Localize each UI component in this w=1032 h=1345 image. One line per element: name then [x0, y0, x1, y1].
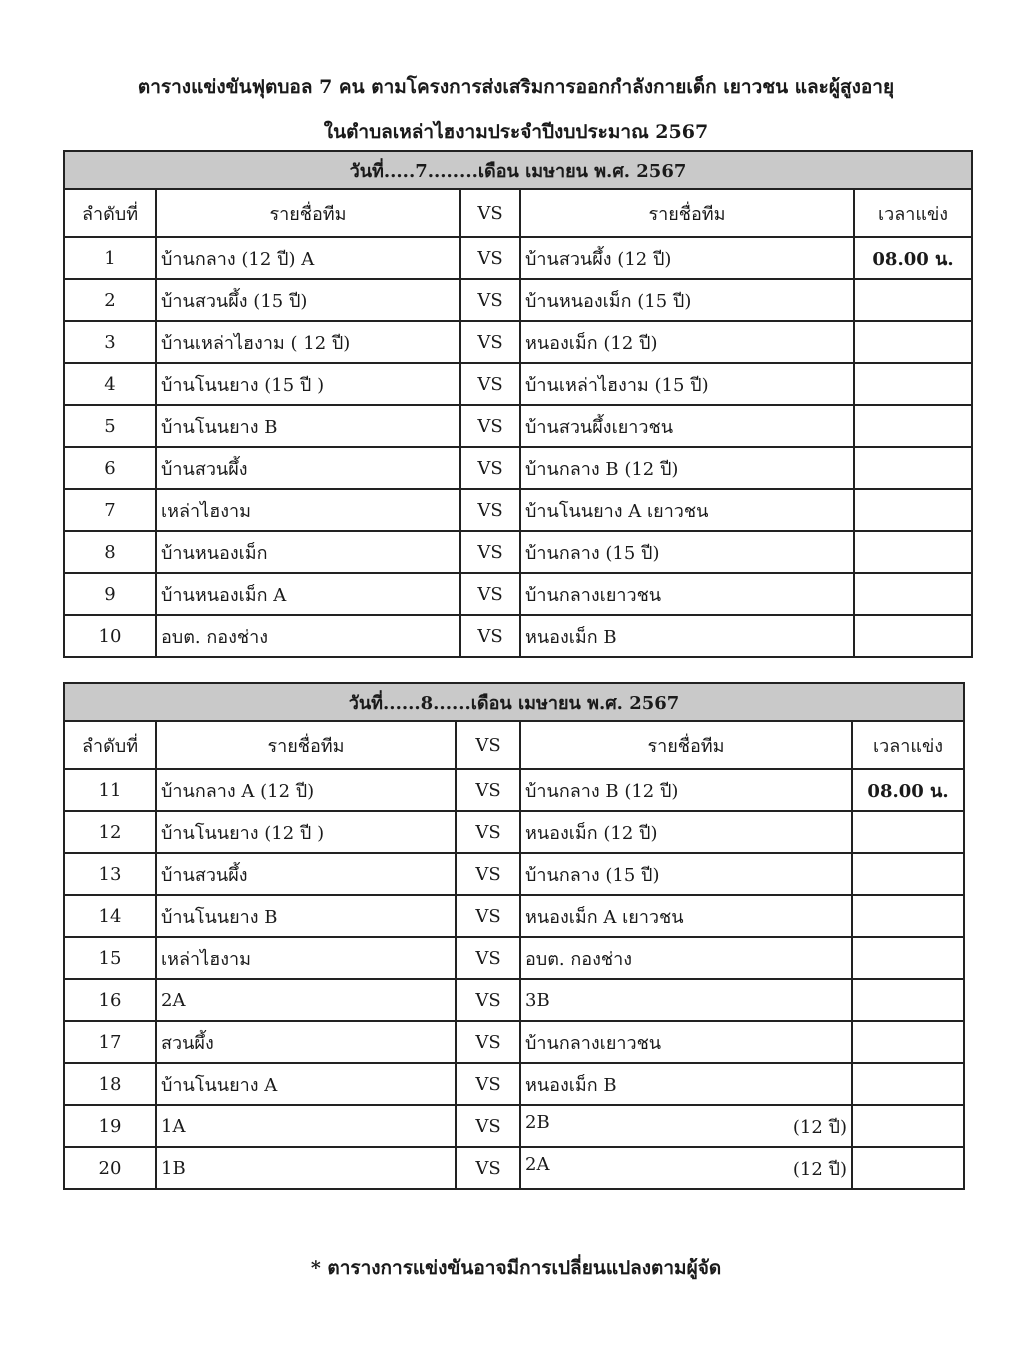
match-row: [64, 769, 964, 811]
match-row: [64, 405, 972, 447]
team-b-label: หนองเม็ก (12 ปี): [525, 332, 658, 354]
match-row: [64, 979, 964, 1021]
match-row: [64, 853, 964, 895]
footer-note: * ตารางการแข่งขันอาจมีการเปลี่ยนแปลงตามผู้จัด: [310, 1257, 722, 1279]
team-b-name: [520, 937, 852, 979]
column-header-time: เวลาแข่ง: [852, 721, 964, 769]
team-b-name: [520, 573, 854, 615]
match-row: [64, 1063, 964, 1105]
match-row: [64, 237, 972, 279]
team-a-name: บ้านหนองเม็ก: [156, 531, 460, 573]
vs-label: VS: [456, 979, 520, 1021]
team-b-name: [520, 979, 852, 1021]
vs-label: VS: [456, 937, 520, 979]
match-number: 4: [64, 363, 156, 405]
match-time: 08.00 น.: [852, 769, 964, 811]
team-b-name: [520, 1021, 852, 1063]
vs-label: VS: [460, 363, 520, 405]
day2-schedule-table: [63, 682, 965, 1190]
day-header-row: [64, 683, 964, 721]
match-row: [64, 279, 972, 321]
match-number: 12: [64, 811, 156, 853]
team-a-name: บ้านกลาง (12 ปี) A: [156, 237, 460, 279]
team-b-label: บ้านกลาง B (12 ปี): [525, 780, 679, 802]
match-time: [852, 811, 964, 853]
day2-table-body: [64, 683, 964, 1189]
team-b-name: [520, 769, 852, 811]
team-b-name: [520, 531, 854, 573]
match-row: [64, 447, 972, 489]
match-time: [852, 1105, 964, 1147]
match-time: [852, 1063, 964, 1105]
vs-label: VS: [460, 531, 520, 573]
team-b-age-note: (12 ปี): [792, 1158, 847, 1180]
team-b-name: [520, 489, 854, 531]
team-a-name: เหล่าไฮงาม: [156, 489, 460, 531]
column-header-time: เวลาแข่ง: [854, 189, 972, 237]
document-subtitle: ในตำบลเหล่าไฮงามประจำปีงบประมาณ 2567: [323, 121, 709, 143]
match-number: 13: [64, 853, 156, 895]
team-b-label: หนองเม็ก A เยาวชน: [525, 906, 684, 928]
team-b-label: บ้านกลางเยาวชน: [525, 1032, 662, 1054]
team-b-label: หนองเม็ก B: [525, 626, 617, 648]
team-b-name: [520, 895, 852, 937]
match-time: [852, 937, 964, 979]
vs-label: VS: [456, 1147, 520, 1189]
match-number: 11: [64, 769, 156, 811]
match-number: 16: [64, 979, 156, 1021]
match-number: 5: [64, 405, 156, 447]
vs-label: VS: [456, 1021, 520, 1063]
vs-label: VS: [456, 769, 520, 811]
team-a-name: บ้านสวนผึ้ง (15 ปี): [156, 279, 460, 321]
document-title: ตารางแข่งขันฟุตบอล 7 คน ตามโครงการส่งเสริมการออกกำลังกายเด็ก เยาวชน และผู้สูงอายุ: [137, 76, 895, 98]
team-b-label: บ้านสวนผึ้งเยาวชน: [525, 416, 674, 438]
team-a-name: สวนผึ้ง: [156, 1021, 456, 1063]
match-time: [852, 1147, 964, 1189]
match-number: 19: [64, 1105, 156, 1147]
team-b-name: [520, 1147, 852, 1189]
team-a-name: อบต. กองช่าง: [156, 615, 460, 657]
match-number: 7: [64, 489, 156, 531]
match-row: [64, 937, 964, 979]
vs-label: VS: [460, 573, 520, 615]
match-time: [852, 1021, 964, 1063]
team-a-name: บ้านโนนยาง (15 ปี ): [156, 363, 460, 405]
day-header-row: [64, 151, 972, 189]
column-header-team-a: รายชื่อทีม: [156, 721, 456, 769]
match-time: [854, 615, 972, 657]
team-b-label: หนองเม็ก B: [525, 1074, 617, 1096]
team-b-age-note: (12 ปี): [792, 1116, 847, 1138]
match-time: [854, 447, 972, 489]
vs-label: VS: [456, 895, 520, 937]
match-number: 18: [64, 1063, 156, 1105]
match-row: [64, 895, 964, 937]
match-time: [854, 405, 972, 447]
match-number: 17: [64, 1021, 156, 1063]
team-b-label: 2B: [525, 1111, 550, 1133]
team-b-name: [520, 853, 852, 895]
match-row: [64, 615, 972, 657]
match-number: 8: [64, 531, 156, 573]
team-a-name: บ้านโนนยาง B: [156, 405, 460, 447]
team-b-name: [520, 615, 854, 657]
vs-label: VS: [460, 405, 520, 447]
day1-schedule-table: [63, 150, 973, 658]
vs-label: VS: [460, 447, 520, 489]
team-a-name: บ้านโนนยาง (12 ปี ): [156, 811, 456, 853]
team-b-name: [520, 405, 854, 447]
team-b-name: [520, 321, 854, 363]
team-a-name: บ้านหนองเม็ก A: [156, 573, 460, 615]
team-b-label: 3B: [525, 989, 550, 1011]
column-header-vs: VS: [460, 189, 520, 237]
column-header-team-b: รายชื่อทีม: [520, 721, 852, 769]
team-a-name: บ้านกลาง A (12 ปี): [156, 769, 456, 811]
team-b-label: บ้านหนองเม็ก (15 ปี): [525, 290, 692, 312]
match-time: [854, 573, 972, 615]
match-row: [64, 573, 972, 615]
team-a-name: บ้านเหล่าไฮงาม ( 12 ปี): [156, 321, 460, 363]
vs-label: VS: [460, 279, 520, 321]
vs-label: VS: [456, 1063, 520, 1105]
team-b-label: บ้านเหล่าไฮงาม (15 ปี): [525, 374, 709, 396]
match-time: [854, 279, 972, 321]
team-b-name: [520, 1063, 852, 1105]
vs-label: VS: [460, 489, 520, 531]
column-header-team-b: รายชื่อทีม: [520, 189, 854, 237]
team-b-name: [520, 237, 854, 279]
team-b-label: บ้านกลาง B (12 ปี): [525, 458, 679, 480]
team-b-label: บ้านกลาง (15 ปี): [525, 542, 660, 564]
team-b-label: 2A: [525, 1153, 550, 1175]
team-b-name: [520, 363, 854, 405]
team-b-name: [520, 811, 852, 853]
match-number: 3: [64, 321, 156, 363]
team-b-label: บ้านกลางเยาวชน: [525, 584, 662, 606]
match-row: [64, 531, 972, 573]
team-a-name: 1A: [156, 1105, 456, 1147]
column-header-row: [64, 721, 964, 769]
column-header-row: [64, 189, 972, 237]
team-b-label: บ้านสวนผึ้ง (12 ปี): [525, 248, 672, 270]
column-header-no: ลำดับที่: [64, 189, 156, 237]
match-row: [64, 1105, 964, 1147]
team-a-name: 1B: [156, 1147, 456, 1189]
vs-label: VS: [456, 811, 520, 853]
match-time: [854, 363, 972, 405]
match-row: [64, 363, 972, 405]
match-row: [64, 1147, 964, 1189]
match-number: 1: [64, 237, 156, 279]
team-a-name: บ้านสวนผึ้ง: [156, 447, 460, 489]
vs-label: VS: [456, 853, 520, 895]
match-number: 6: [64, 447, 156, 489]
match-row: [64, 811, 964, 853]
match-number: 10: [64, 615, 156, 657]
team-b-label: บ้านโนนยาง A เยาวชน: [525, 500, 709, 522]
match-time: [852, 853, 964, 895]
day-title: วันที่......8......เดือน เมษายน พ.ศ. 2567: [64, 683, 964, 721]
vs-label: VS: [456, 1105, 520, 1147]
match-time: [854, 489, 972, 531]
day-title: วันที่.....7........เดือน เมษายน พ.ศ. 2567: [64, 151, 972, 189]
team-b-name: [520, 1105, 852, 1147]
team-b-name: [520, 447, 854, 489]
team-a-name: บ้านโนนยาง B: [156, 895, 456, 937]
team-b-label: อบต. กองช่าง: [525, 948, 632, 970]
day1-table-body: [64, 151, 972, 657]
match-row: [64, 489, 972, 531]
column-header-vs: VS: [456, 721, 520, 769]
team-a-name: เหล่าไฮงาม: [156, 937, 456, 979]
vs-label: VS: [460, 237, 520, 279]
match-row: [64, 1021, 964, 1063]
vs-label: VS: [460, 615, 520, 657]
match-time: [852, 895, 964, 937]
match-time: [854, 321, 972, 363]
team-b-name: [520, 279, 854, 321]
team-a-name: 2A: [156, 979, 456, 1021]
match-time: [854, 531, 972, 573]
team-a-name: บ้านโนนยาง A: [156, 1063, 456, 1105]
match-number: 2: [64, 279, 156, 321]
team-a-name: บ้านสวนผึ้ง: [156, 853, 456, 895]
match-row: [64, 321, 972, 363]
column-header-no: ลำดับที่: [64, 721, 156, 769]
team-b-label: หนองเม็ก (12 ปี): [525, 822, 658, 844]
match-time: 08.00 น.: [854, 237, 972, 279]
vs-label: VS: [460, 321, 520, 363]
column-header-team-a: รายชื่อทีม: [156, 189, 460, 237]
match-number: 15: [64, 937, 156, 979]
match-number: 20: [64, 1147, 156, 1189]
match-number: 14: [64, 895, 156, 937]
team-b-label: บ้านกลาง (15 ปี): [525, 864, 660, 886]
match-number: 9: [64, 573, 156, 615]
match-time: [852, 979, 964, 1021]
